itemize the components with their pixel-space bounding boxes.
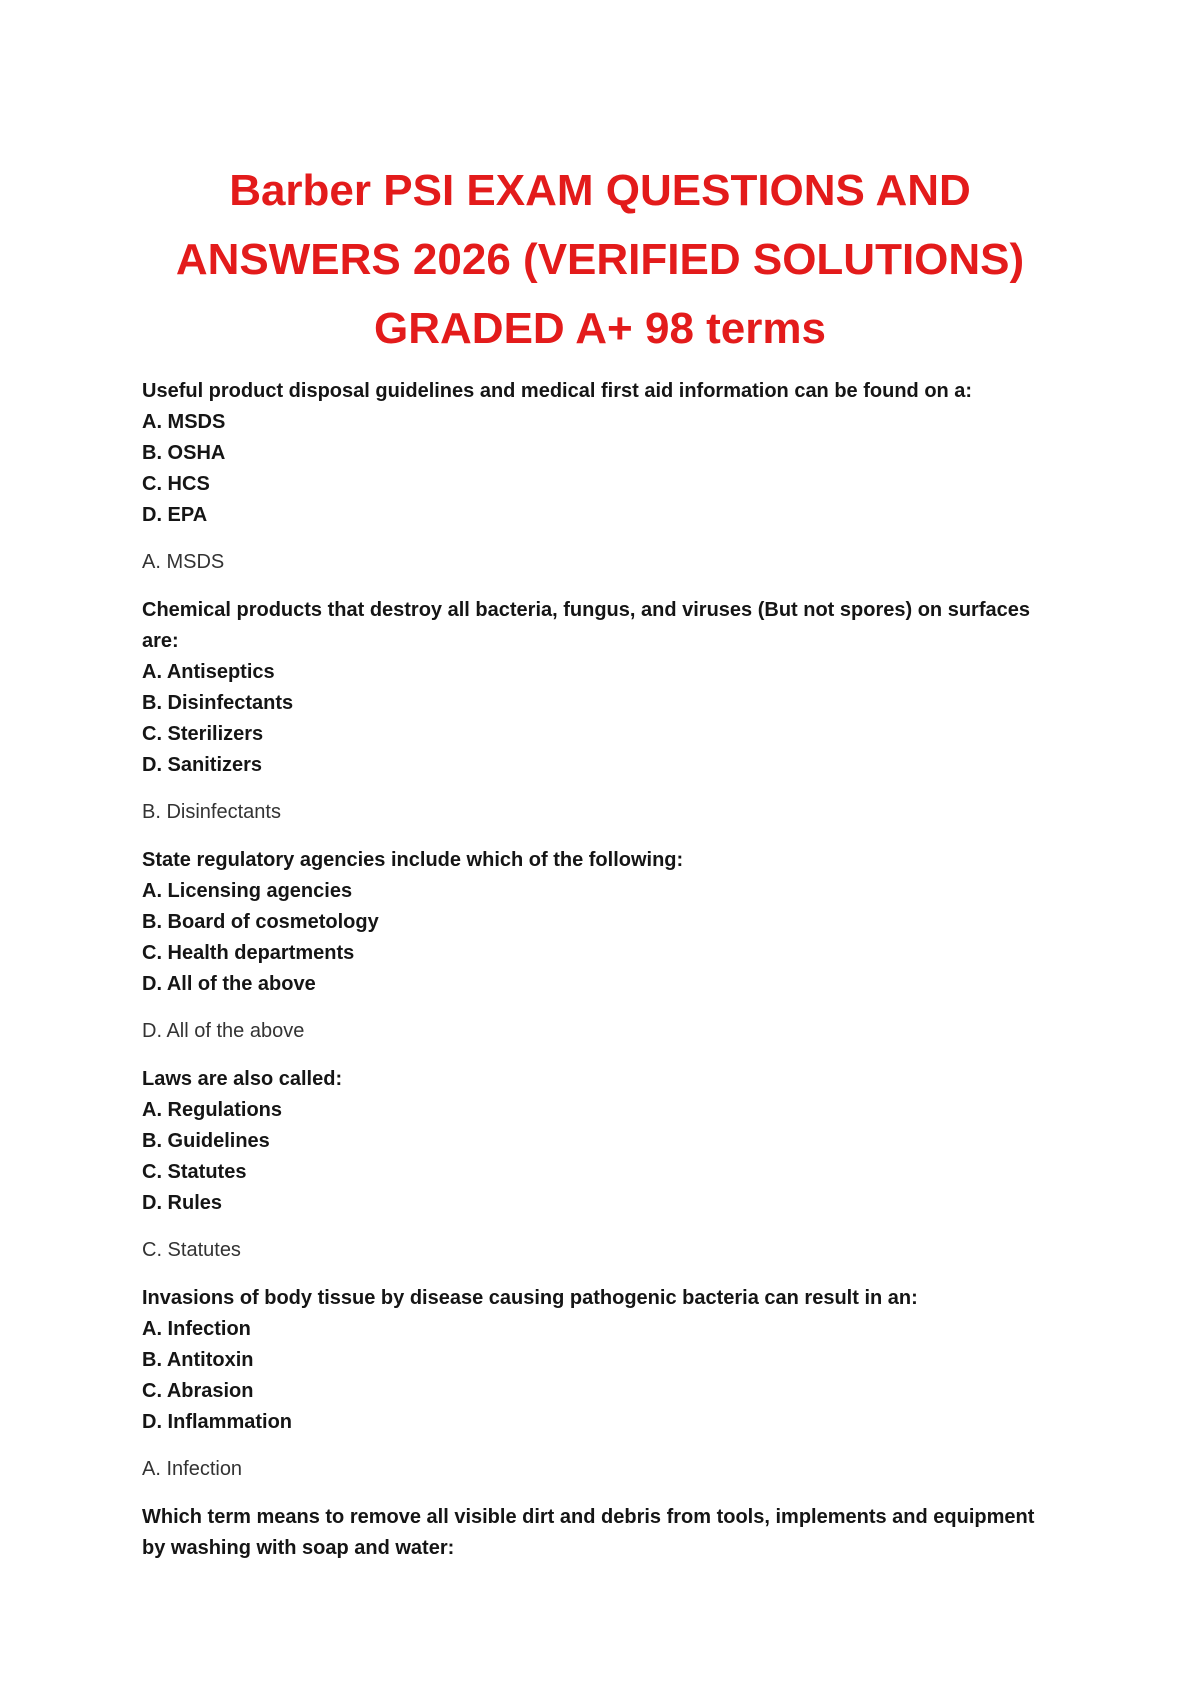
title-line-3: GRADED A+ 98 terms [374, 304, 826, 353]
question-text: Useful product disposal guidelines and medical first aid information can be found on a: [142, 380, 973, 402]
question-item-6 [142, 1502, 1062, 1564]
option-c: C. Abrasion [142, 1380, 254, 1402]
question-list [142, 376, 1062, 1581]
question-item-3 [142, 845, 1062, 1047]
option-d: D. EPA [142, 504, 208, 526]
question-item-4 [142, 1064, 1062, 1266]
option-a: A. Antiseptics [142, 661, 275, 683]
option-a: A. Regulations [142, 1099, 283, 1121]
question-text: Invasions of body tissue by disease causing pathogenic bacteria can result in an: [142, 1287, 918, 1309]
question-item-5 [142, 1283, 1062, 1485]
title-line-1: Barber PSI EXAM QUESTIONS AND [229, 166, 971, 215]
question-text: Chemical products that destroy all bacteria, fungus, and viruses (But not spores) on surfaces are: [142, 599, 1030, 652]
option-c: C. Sterilizers [142, 723, 264, 745]
option-a: A. Licensing agencies [142, 880, 353, 902]
question-text: State regulatory agencies include which of the following: [142, 849, 684, 871]
option-c: C. Health departments [142, 942, 355, 964]
answer-text: B. Disinfectants [142, 801, 281, 823]
question-item-1 [142, 376, 1062, 578]
option-b: B. Board of cosmetology [142, 911, 379, 933]
option-b: B. Antitoxin [142, 1349, 254, 1371]
question-item-2 [142, 595, 1062, 828]
answer-text: C. Statutes [142, 1239, 241, 1261]
question-text: Laws are also called: [142, 1068, 343, 1090]
option-d: D. All of the above [142, 973, 316, 995]
question-text: Which term means to remove all visible dirt and debris from tools, implements and equipment by washing with soap and water: [142, 1506, 1035, 1559]
option-d: D. Sanitizers [142, 754, 263, 776]
option-c: C. Statutes [142, 1161, 247, 1183]
document-title [140, 156, 1060, 363]
option-a: A. MSDS [142, 411, 226, 433]
option-b: B. Disinfectants [142, 692, 294, 714]
option-b: B. Guidelines [142, 1130, 270, 1152]
option-c: C. HCS [142, 473, 210, 495]
option-b: B. OSHA [142, 442, 226, 464]
option-d: D. Rules [142, 1192, 223, 1214]
answer-text: A. MSDS [142, 551, 225, 573]
title-line-2: ANSWERS 2026 (VERIFIED SOLUTIONS) [175, 235, 1025, 284]
answer-text: D. All of the above [142, 1020, 305, 1042]
answer-text: A. Infection [142, 1458, 243, 1480]
option-d: D. Inflammation [142, 1411, 293, 1433]
option-a: A. Infection [142, 1318, 251, 1340]
